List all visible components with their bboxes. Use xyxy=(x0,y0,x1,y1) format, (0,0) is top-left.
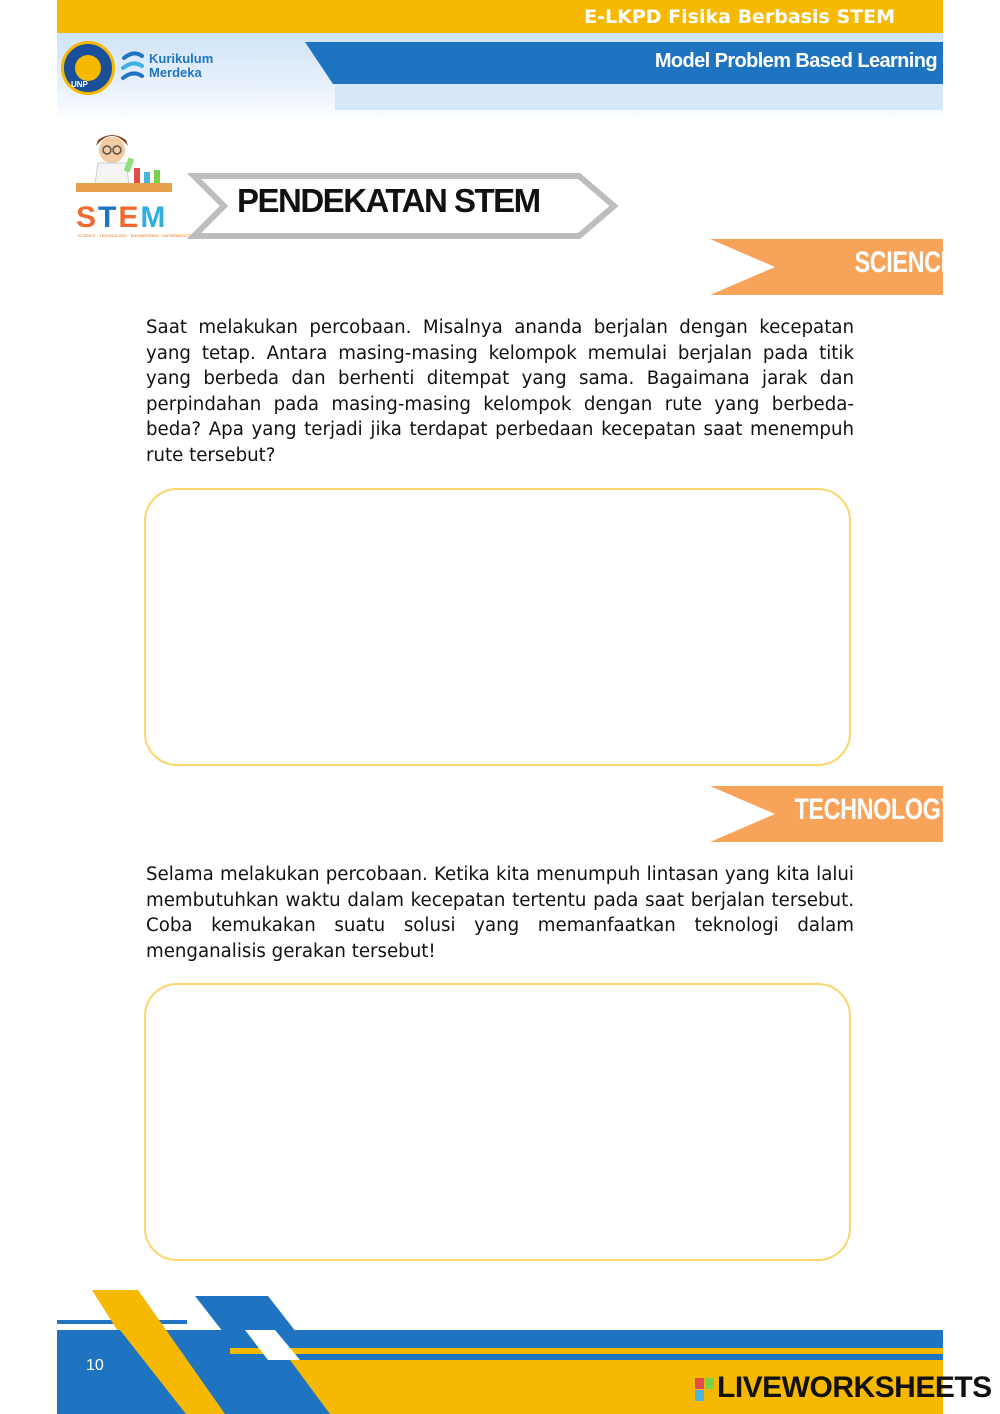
science-answer-box[interactable] xyxy=(144,488,851,766)
header-light-strip xyxy=(335,84,943,110)
technology-tag-label: TECHNOLOGY xyxy=(794,793,956,826)
document-title: E-LKPD Fisika Berbasis STEM xyxy=(584,6,895,28)
unp-logo-emblem xyxy=(75,55,101,81)
stem-letter-m: M xyxy=(140,201,168,234)
liveworksheets-watermark: LIVEWORKSHEETS xyxy=(717,1371,992,1404)
page-number: 10 xyxy=(86,1357,104,1374)
science-question-text: Saat melakukan percobaan. Misalnya ananda berjalan dengan kecepatan yang tetap. Antara masing-masing kelompok memulai berjalan pada titik yang berbeda dan berhenti ditempat yang sama. Bagaimana jarak dan perpindahan pada masing-masing kelompok dengan rute yang berbeda-beda? Apa yang terjadi jika terdapat perbedaan kecepatan saat menempuh rute tersebut? xyxy=(146,317,854,466)
stem-letters xyxy=(76,201,167,235)
liveworksheets-logo-icon xyxy=(695,1378,715,1402)
technology-question-text: Selama melakukan percobaan. Ketika kita menumpuh lintasan yang kita lalui membutuhkan waktu dalam kecepatan tertentu pada saat berjalan tersebut. Coba kemukakan suatu solusi yang memanfaatkan teknologi dalam menganalisis gerakan tersebut! xyxy=(146,864,854,962)
kurikulum-line2: Merdeka xyxy=(149,65,202,80)
kurikulum-merdeka-text xyxy=(149,52,213,80)
kurikulum-merdeka-logo-icon xyxy=(120,50,146,84)
unp-logo-text: UNP xyxy=(71,80,88,89)
stem-letter-t: T xyxy=(98,201,119,234)
kurikulum-line1: Kurikulum xyxy=(149,51,214,66)
stem-letter-e: E xyxy=(118,201,141,234)
section-title: PENDEKATAN STEM xyxy=(237,182,540,219)
stem-caption: SCIENCE · TECHNOLOGY · ENGINEERING · MATHEMATICS xyxy=(78,233,191,238)
science-tag-label: SCIENCE xyxy=(854,246,956,279)
header-stripes xyxy=(305,42,545,84)
stem-letter-s: S xyxy=(76,201,99,234)
model-title: Model Problem Based Learning xyxy=(654,50,937,72)
technology-answer-box[interactable] xyxy=(144,983,851,1261)
